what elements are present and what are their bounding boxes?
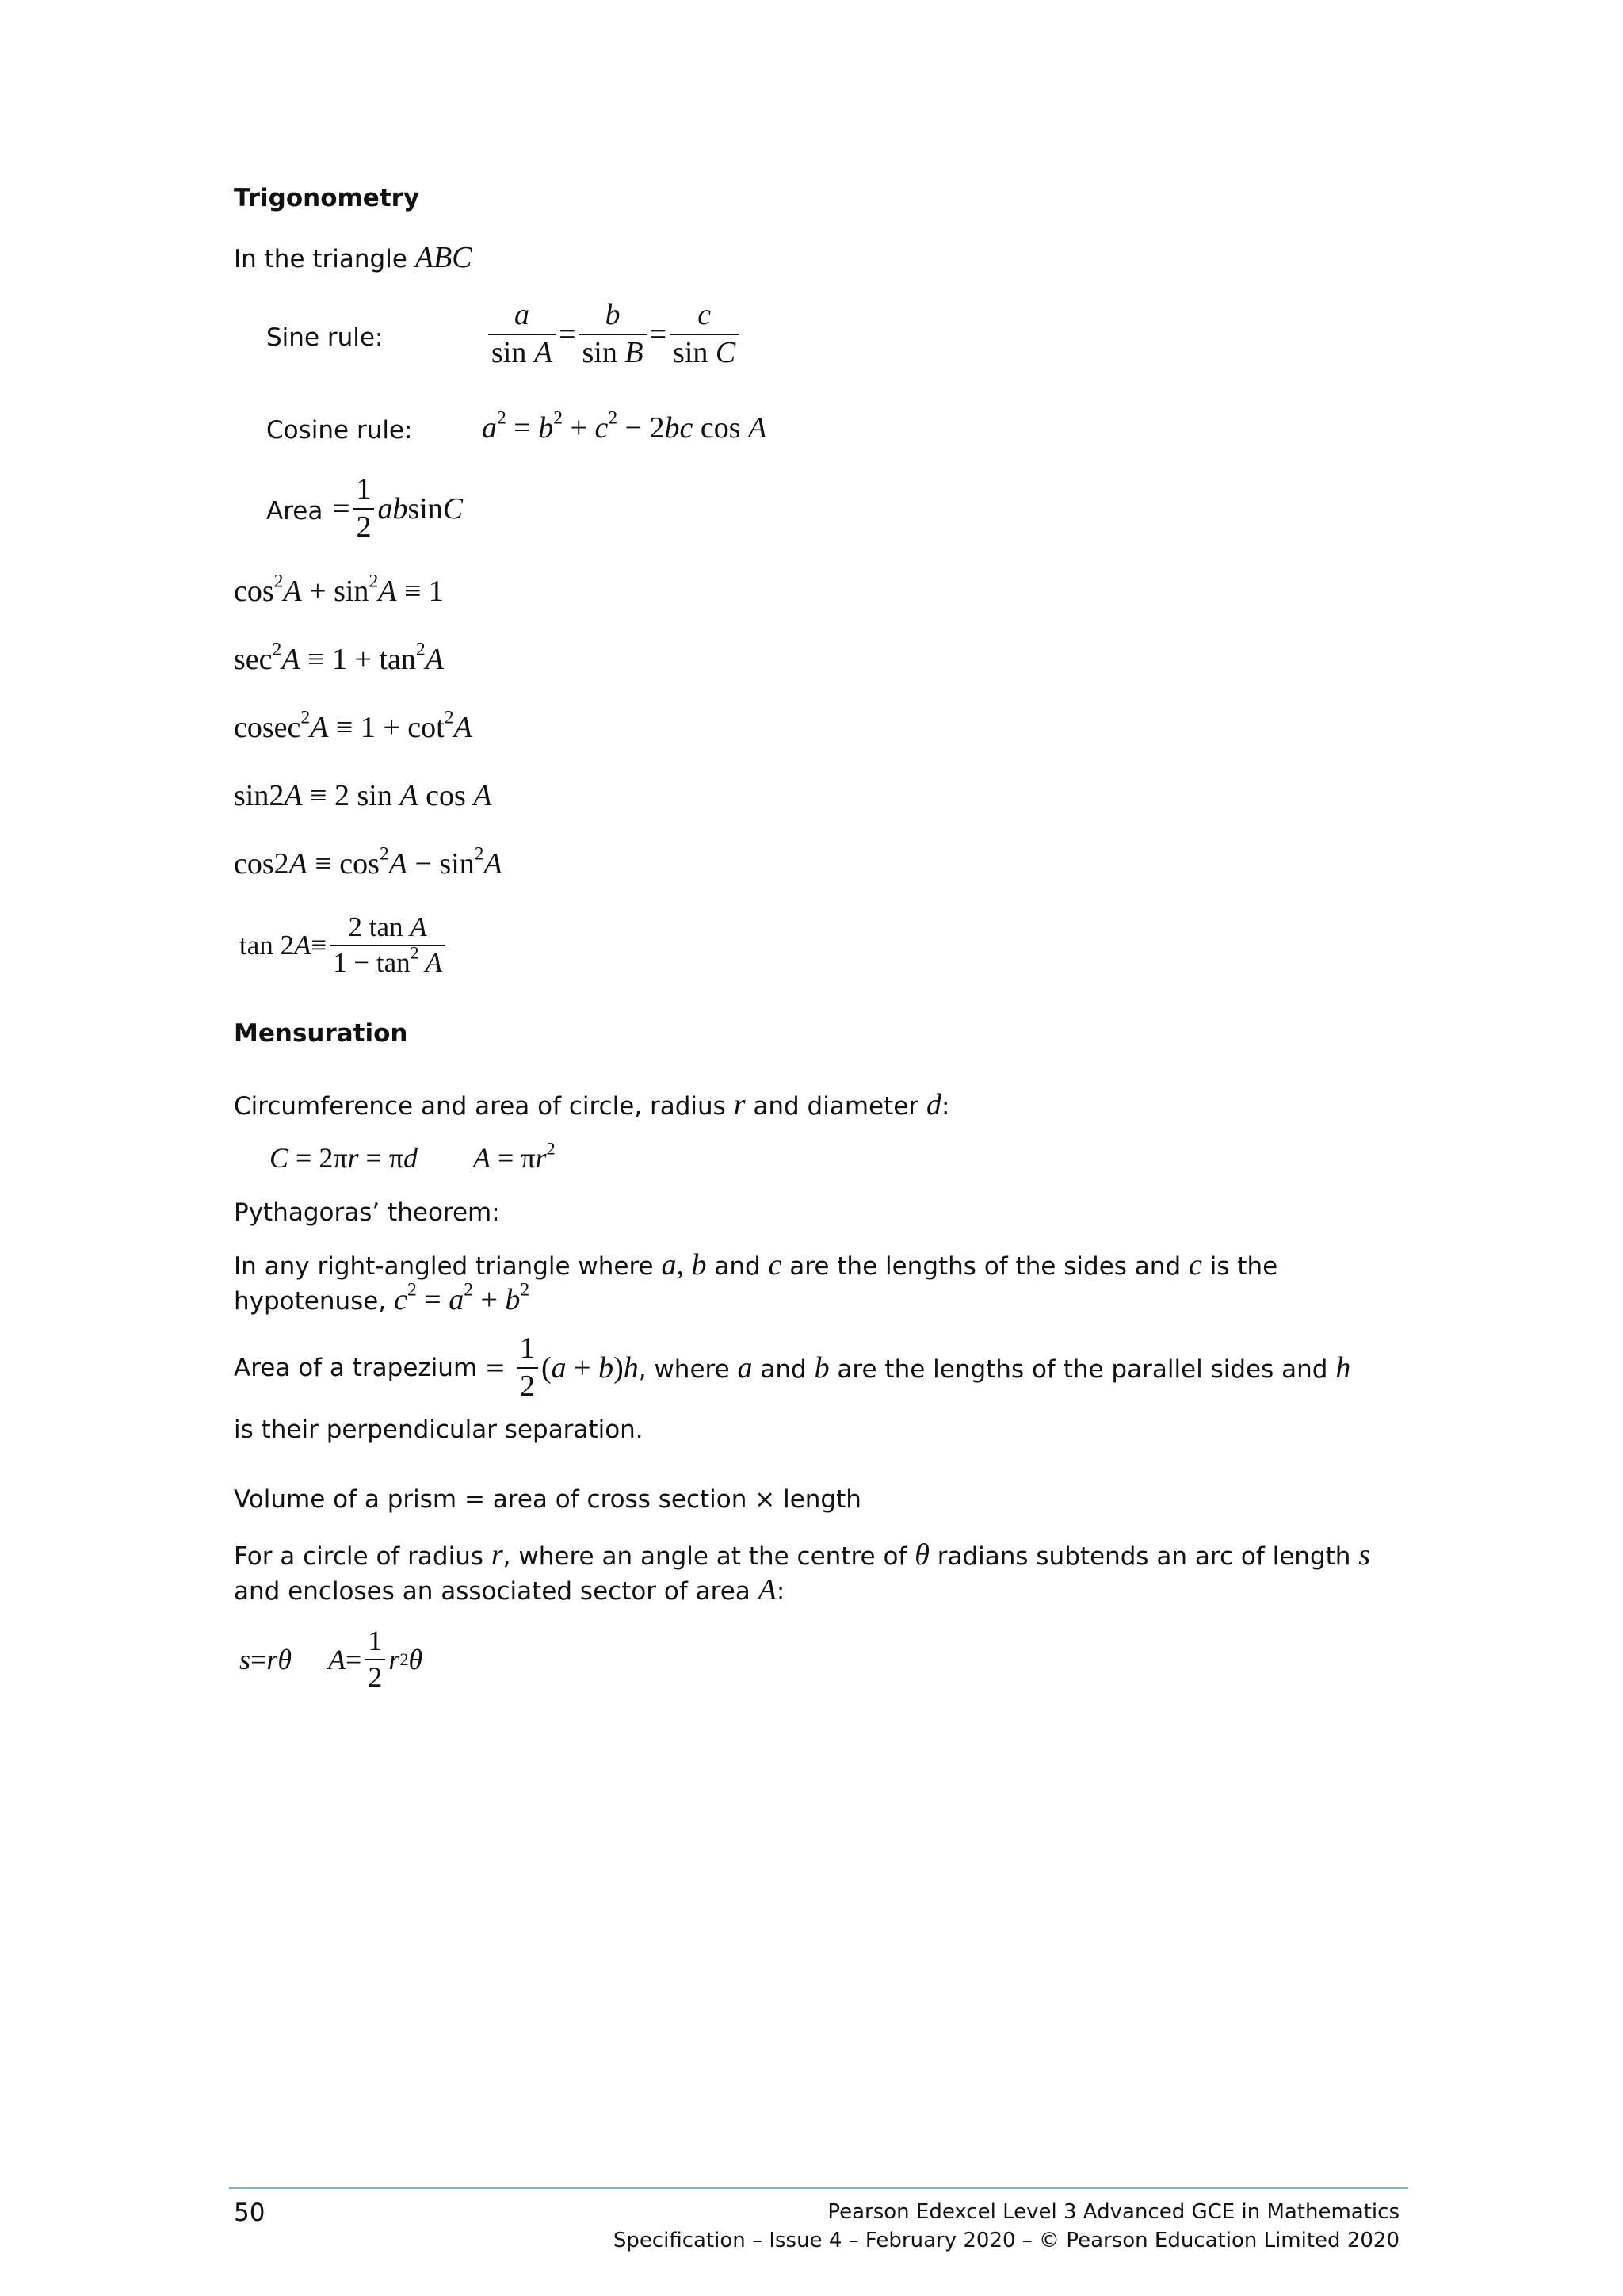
- cosine-rule-label: Cosine rule:: [266, 416, 413, 445]
- sector-frac: $\frac{1}{2}$: [365, 1626, 385, 1693]
- sine-frac-c-num: c: [697, 298, 712, 331]
- tan2a-eq: ≡: [311, 929, 327, 961]
- sine-eq-2: =: [649, 317, 667, 351]
- identity-pythagorean: $\cos^2A + \sin^2A \equiv 1$: [234, 571, 444, 608]
- trapezium-line-1: [234, 1333, 1350, 1403]
- cos-c: c: [594, 411, 609, 445]
- trapezium-frac-den: 2: [517, 1367, 538, 1403]
- area-frac-den: 2: [353, 508, 374, 544]
- sine-frac-a-sin: sin: [491, 335, 527, 369]
- footer-line-2: Specification – Issue 4 – February 2020 – © Pearson Education Limited 2020: [613, 2229, 1400, 2252]
- sector-formula: s = r θ A = $\frac{1}{2}$ r 2 θ: [239, 1625, 423, 1693]
- cosine-rule-formula: [482, 407, 767, 445]
- cos-b: b: [538, 411, 554, 445]
- sine-eq-1: =: [559, 317, 576, 351]
- trapezium-line-2: is their perpendicular separation.: [234, 1415, 643, 1444]
- area-formula: [333, 474, 463, 544]
- tan2a-lhs-var: A: [294, 929, 311, 961]
- tan2a-frac: [330, 913, 445, 978]
- section-heading-trigonometry: Trigonometry: [234, 184, 420, 212]
- tan2a-den-sq: 2: [410, 943, 419, 963]
- area-frac-num: 1: [356, 472, 372, 506]
- area-sin: sin: [407, 491, 443, 525]
- cos-a: a: [482, 411, 497, 445]
- sine-rule-label: Sine rule:: [266, 323, 384, 352]
- triangle-intro: [234, 240, 472, 277]
- identity-tan2A: [239, 913, 449, 978]
- cos-b-sq: 2: [553, 407, 563, 429]
- cos-c-sq: 2: [608, 407, 618, 429]
- sector-line-2: and encloses an associated sector of area A:: [234, 1573, 785, 1606]
- trapezium-frac: [517, 1333, 538, 1403]
- cos-A: A: [748, 411, 767, 445]
- triangle-intro-text: In the triangle: [234, 245, 407, 273]
- footer-divider: [229, 2187, 1408, 2189]
- sine-frac-a-var: A: [533, 335, 553, 369]
- prism-volume: Volume of a prism = area of cross section × length: [234, 1485, 861, 1514]
- sine-frac-c-var: C: [715, 335, 736, 369]
- sine-frac-b: [579, 300, 647, 369]
- area-eq: =: [333, 491, 350, 525]
- area-frac: [353, 474, 374, 544]
- pythagoras-title: Pythagoras’ theorem:: [234, 1198, 500, 1227]
- identity-sec: $\sec^2A \equiv 1 + \tan^2A$: [234, 639, 444, 676]
- footer-line-1: Pearson Edexcel Level 3 Advanced GCE in Mathematics: [827, 2200, 1400, 2224]
- sine-rule-formula: [485, 300, 742, 369]
- sine-frac-c-sin: sin: [673, 335, 708, 369]
- cos-a-sq: 2: [497, 407, 506, 429]
- pythagoras-line-2: hypotenuse, $c^2 = a^2 + b^2$: [234, 1279, 530, 1316]
- tan2a-den: 1 − tan: [333, 946, 411, 978]
- tan2a-den-var: A: [418, 946, 442, 978]
- cos-bc: bc: [664, 411, 693, 445]
- circle-intro: Circumference and area of circle, radius r and diameter d:: [234, 1088, 950, 1121]
- sine-frac-b-num: b: [605, 298, 621, 331]
- tan2a-num: 2 tan: [348, 911, 411, 942]
- page-number: 50: [234, 2199, 265, 2227]
- sine-frac-b-var: B: [624, 335, 643, 369]
- tan2a-num-var: A: [410, 911, 427, 942]
- trapezium-frac-num: 1: [519, 1331, 535, 1365]
- trapezium-expr: (a + b)h: [540, 1350, 639, 1385]
- sine-frac-b-sin: sin: [582, 335, 617, 369]
- sector-line-1: For a circle of radius r, where an angle at the centre of θ radians subtends an arc of length s: [234, 1538, 1371, 1572]
- sine-frac-a: [488, 300, 556, 369]
- section-heading-mensuration: Mensuration: [234, 1019, 408, 1048]
- triangle-intro-var: ABC: [414, 241, 472, 274]
- identity-cos2A: $\cos 2A \equiv \cos^2A - \sin^2A$: [234, 843, 502, 881]
- cos-plus: +: [563, 411, 595, 445]
- sine-frac-c: [670, 300, 739, 369]
- area-C: C: [442, 491, 464, 525]
- tan2a-lhs: tan 2: [239, 929, 295, 961]
- area-label: Area: [266, 497, 323, 525]
- cos-eq: =: [506, 411, 539, 445]
- pythagoras-line-1: In any right-angled triangle where a, b and c are the lengths of the sides and c is the: [234, 1248, 1278, 1282]
- cos-cos: cos: [693, 411, 749, 445]
- circle-formula: C = 2πr = πd $A = \pi r^2$: [269, 1138, 556, 1174]
- cos-minus: − 2: [617, 411, 665, 445]
- trapezium-label: Area of a trapezium =: [234, 1353, 506, 1382]
- identity-sin2A: sin2A ≡ 2 sin A cos A: [234, 779, 492, 812]
- area-ab: ab: [377, 491, 408, 525]
- sine-frac-a-num: a: [514, 298, 530, 331]
- identity-cosec: $cosec^2A \equiv 1 + \cot^2A$: [234, 707, 472, 744]
- trapezium-desc: , where a and b are the lengths of the parallel sides and h: [638, 1350, 1351, 1385]
